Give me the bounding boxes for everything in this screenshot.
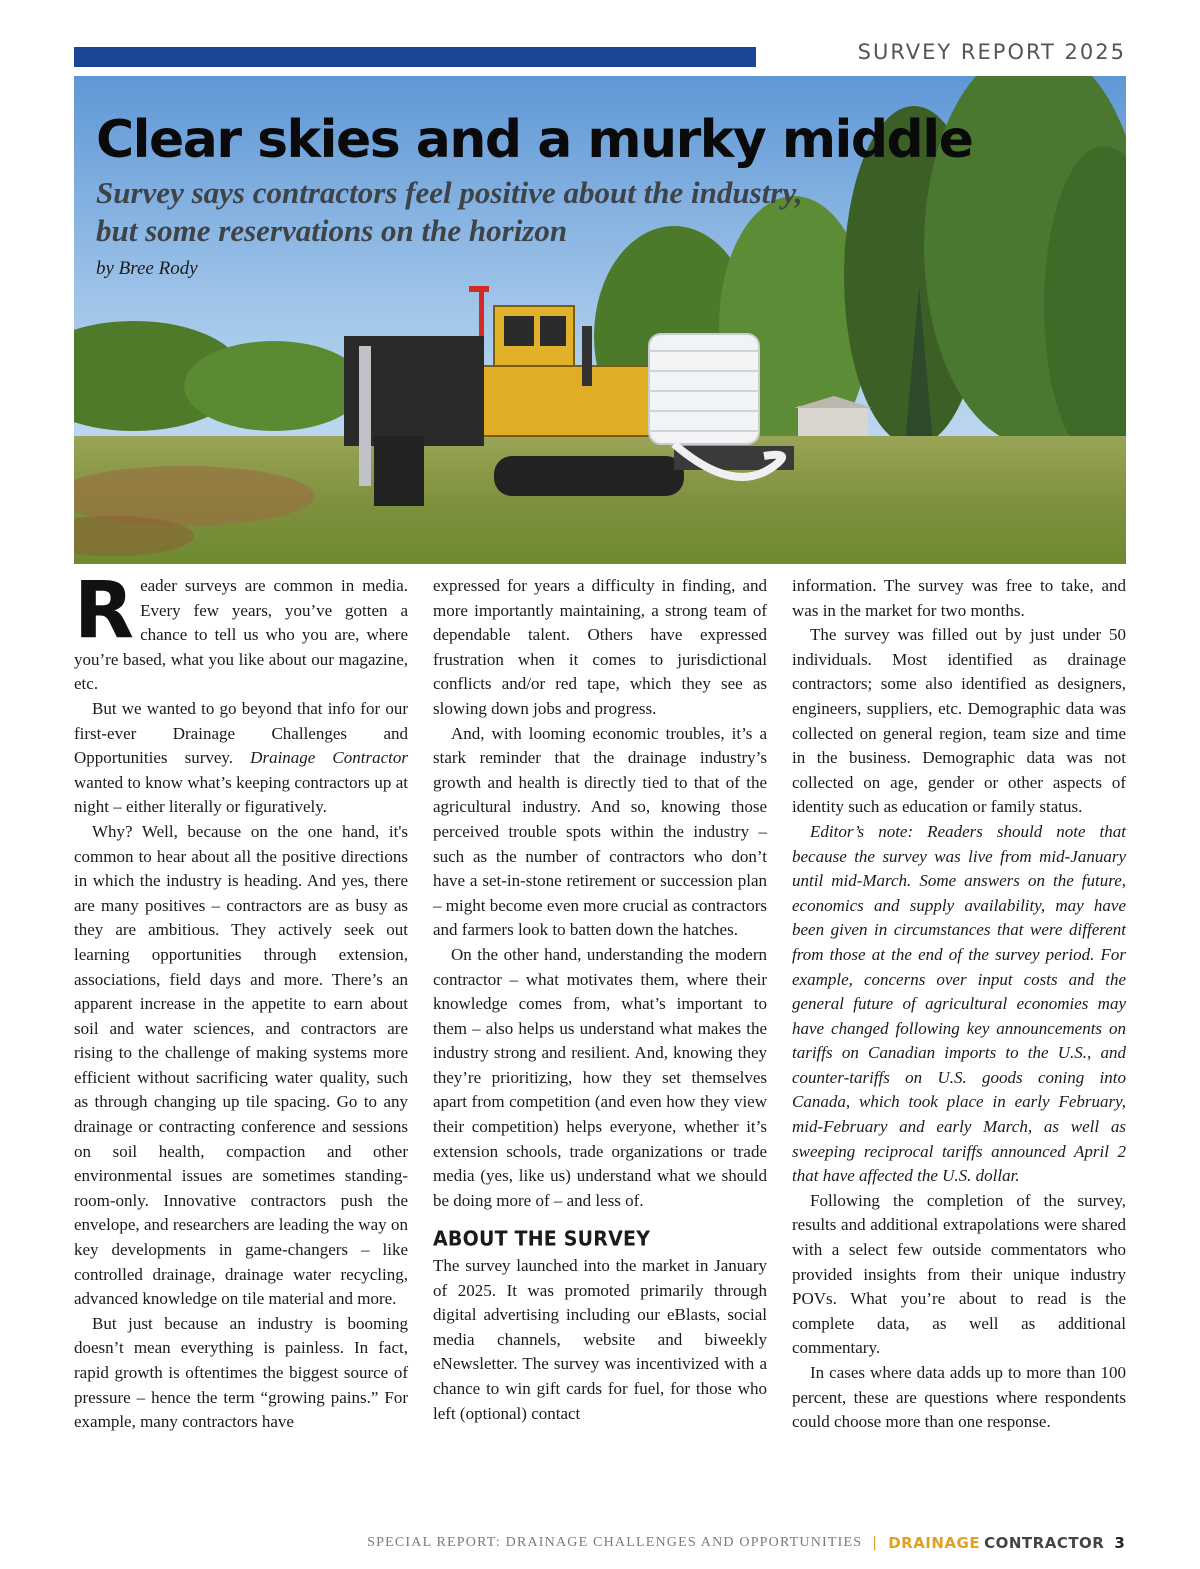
paragraph: [74, 566, 408, 697]
paragraph: information. The survey was free to take, and was in the market for two months.: [792, 576, 1126, 620]
editors-note: Editor’s note: Readers should note that because the survey was live from mid-January until mid-March. Some answers on the future, economics and supply availability, may have been given in circumstances that were different from those at the end of the survey period. For example, concerns over input costs and the general future of agricultural economies may have changed following key announcements on tariffs on Canadian imports to the U.S., and counter-tariffs on U.S. goods coning into Canada, which took place in early February, mid-February and early March, as well as sweeping reciprocal tariffs announced April 2 that have affected the U.S. dollar.: [792, 821, 1126, 1186]
page-number: 3: [1114, 1534, 1126, 1552]
header-accent-bar: [74, 47, 756, 67]
paragraph: In cases where data adds up to more than 100 percent, these are questions where respondents could choose more than one response.: [792, 1363, 1126, 1432]
footer-separator: |: [872, 1535, 879, 1551]
subtitle-line-1: Survey says contractors feel positive about the industry,: [96, 175, 803, 210]
magazine-name: Drainage Contractor: [250, 748, 408, 768]
paragraph: [74, 697, 408, 820]
byline: by Bree Rody: [96, 258, 198, 279]
subtitle-line-2: but some reservations on the horizon: [96, 213, 568, 248]
column-1: [74, 566, 408, 1435]
article-body: [74, 566, 1126, 1484]
paragraph-text: eader surveys are common in media. Every few years, you’ve gotten a chance to tell us who you are, where you’re based, what you like about our magazine, etc.: [74, 576, 408, 694]
brand-name-part-2: CONTRACTOR: [984, 1534, 1105, 1552]
article-title: Clear skies and a murky middle: [96, 110, 973, 170]
drop-cap: R: [74, 566, 135, 656]
paragraph-text: wanted to know what’s keeping contractors up at night – either literally or figuratively.: [74, 772, 408, 817]
paragraph: The survey was filled out by just under 50 individuals. Most identified as drainage contractors; some also identified as designers, engineers, suppliers, etc. Demographic data was collected on general region, team size and time in the business. Demographic data was not collected on age, gender or other aspects of identity such as education or family status.: [792, 625, 1126, 817]
paragraph: But just because an industry is booming doesn’t mean everything is painless. In fact, rapid growth is oftentimes the biggest source of pressure – hence the term “growing pains.” For example, many contractors have: [74, 1313, 408, 1432]
paragraph: On the other hand, understanding the modern contractor – what motivates them, where their knowledge comes from, what’s important to them – also helps us understand what makes the industry strong and resilient. And, knowing they they’re prioritizing, how they set themselves apart from competition (and even how they view their competition) helps everyone, whether it’s extension schools, trade organizations or trade media (yes, like us) understand what we should be doing more of – and less of.: [433, 944, 767, 1210]
section-label: SURVEY REPORT 2025: [857, 40, 1126, 64]
article-subtitle: [96, 174, 896, 250]
paragraph: Why? Well, because on the one hand, it's common to hear about all the positive directions in which the industry is heading. And yes, there are many positives – contractors are as busy as they are ambitious. They actively seek out learning opportunities through extension, associations, field days and more. There’s an apparent increase in the appetite to earn about soil and water sciences, and contractors are rising to the challenge of making systems more efficient without sacrificing water quality, such as through changing up tile spacing. Go to any drainage or contracting conference and sessions on soil health, compaction and other environmental issues are sometimes standing-room-only. Innovative contractors push the envelope, and researchers are leading the way on key developments in game-changers – like controlled drainage, drainage water recycling, advanced knowledge on tile material and more.: [74, 821, 408, 1309]
paragraph-text: But we wanted to go beyond that info for our first-ever Drainage Challenges and Opportunities survey.: [74, 698, 408, 768]
paragraph: expressed for years a difficulty in finding, and more importantly maintaining, a strong team of dependable talent. Others have expressed frustration when it comes to jurisdictional conflicts and/or red tape, which they see as slowing down jobs and progress.: [433, 576, 767, 718]
column-2: [433, 574, 767, 1426]
paragraph: And, with looming economic troubles, it’s a stark reminder that the drainage industry’s growth and health is directly tied to that of the agricultural industry. And so, knowing those perceived trouble spots within the industry – such as the number of contractors who don’t have a set-in-stone retirement or succession plan – might become even more crucial as contractors and farmers look to batten down the hatches.: [433, 723, 767, 940]
section-heading: ABOUT THE SURVEY: [433, 1227, 651, 1252]
page-footer: [367, 1534, 1126, 1552]
special-report-label: SPECIAL REPORT: DRAINAGE CHALLENGES AND OPPORTUNITIES: [367, 1535, 863, 1550]
brand-name-part-1: DRAINAGE: [888, 1534, 981, 1552]
column-3: [792, 574, 1126, 1435]
paragraph: The survey launched into the market in January of 2025. It was promoted primarily through digital advertising including our eBlasts, social media channels, website and biweekly eNewsletter. The survey was incentivized with a chance to win gift cards for fuel, for those who left (optional) contact: [433, 1256, 767, 1423]
paragraph: Following the completion of the survey, results and additional extrapolations were shared with a select few outside commentators who provided insights from their unique industry POVs. What you’re about to read is the complete data, as well as additional commentary.: [792, 1190, 1126, 1358]
